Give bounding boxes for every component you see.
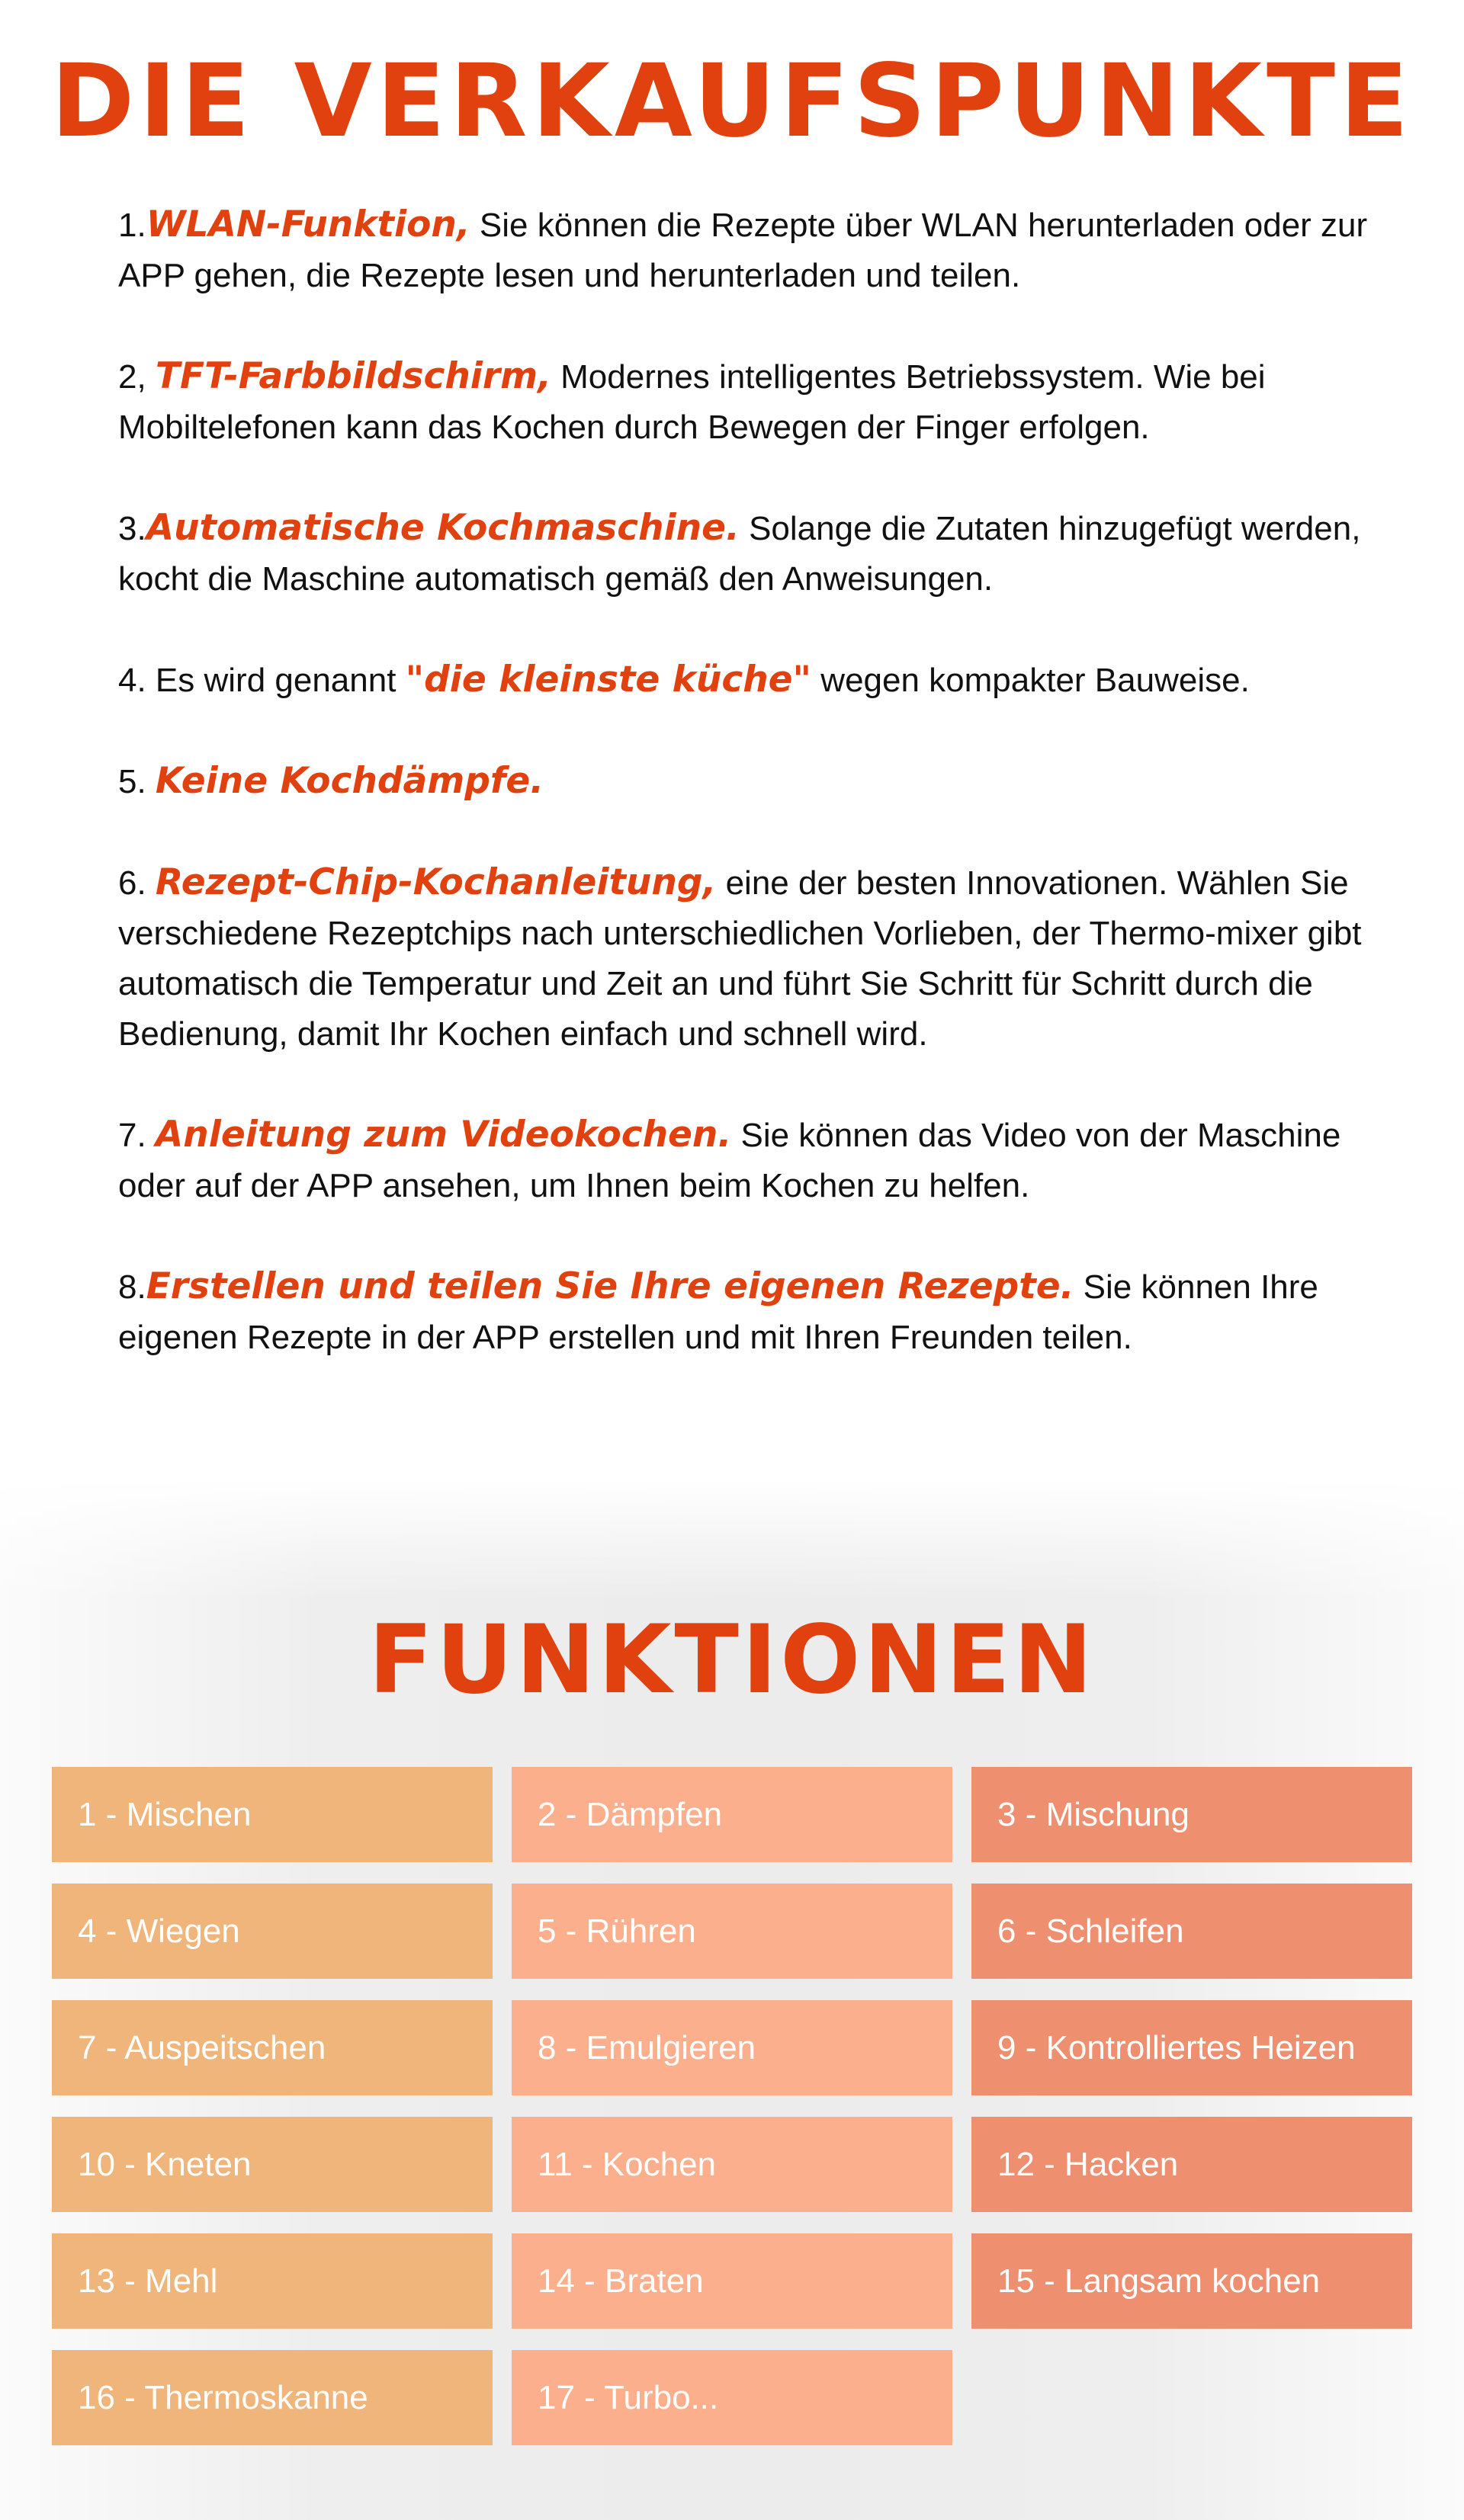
section-fade: [0, 1479, 1464, 1601]
function-tile-15: 15 - Langsam kochen: [971, 2233, 1412, 2329]
selling-point-highlight: Erstellen und teilen Sie Ihre eigenen Rezepte.: [146, 1265, 1074, 1307]
selling-point-7: [118, 1110, 1376, 1211]
selling-point-3: [118, 503, 1376, 604]
selling-point-prefix: 3.: [118, 510, 146, 547]
function-tile-8: 8 - Emulgieren: [512, 2000, 952, 2095]
function-tile-2: 2 - Dämpfen: [512, 1767, 952, 1862]
function-tile-4: 4 - Wiegen: [52, 1884, 493, 1979]
selling-points-list: [118, 200, 1376, 1413]
selling-point-6: [118, 858, 1376, 1060]
selling-point-text: Sie können das Video von der Maschine oder auf der APP ansehen, um Ihnen beim Kochen zu helfen.: [118, 1117, 1341, 1204]
function-tile-12: 12 - Hacken: [971, 2117, 1412, 2212]
function-tile-1: 1 - Mischen: [52, 1767, 493, 1862]
selling-point-text: Solange die Zutaten hinzugefügt werden, kocht die Maschine automatisch gemäß den Anweisungen.: [118, 510, 1361, 598]
selling-point-text: eine der besten Innovationen. Wählen Sie verschiedene Rezeptchips nach unterschiedlichen Vorlieben, der Thermo-mixer gibt automatisch die Temperatur und Zeit an und führt Sie Schritt für Schritt durch die Bedienung, damit Ihr Kochen einfach und schnell wird.: [118, 864, 1362, 1053]
selling-point-2: [118, 351, 1376, 453]
selling-points-title: DIE VERKAUFSPUNKTE: [50, 43, 1414, 160]
selling-point-8: [118, 1262, 1376, 1363]
selling-point-highlight: Automatische Kochmaschine.: [146, 507, 740, 549]
selling-point-4: [118, 655, 1376, 706]
function-tile-13: 13 - Mehl: [52, 2233, 493, 2329]
functions-title: FUNKTIONEN: [368, 1605, 1096, 1715]
function-tile-7: 7 - Auspeitschen: [52, 2000, 493, 2095]
function-tile-16: 16 - Thermoskanne: [52, 2350, 493, 2445]
function-tile-14: 14 - Braten: [512, 2233, 952, 2329]
selling-point-highlight: Anleitung zum Videokochen.: [155, 1114, 732, 1156]
selling-point-prefix: 8.: [118, 1268, 146, 1306]
functions-grid: [52, 1767, 1412, 2445]
selling-point-highlight: TFT-Farbbildschirm,: [155, 355, 551, 397]
selling-point-prefix: 2,: [118, 358, 156, 396]
selling-point-prefix: 5.: [118, 763, 156, 800]
selling-point-prefix: 1.: [118, 207, 146, 244]
selling-point-text: Sie können die Rezepte über WLAN herunterladen oder zur APP gehen, die Rezepte lesen und herunterladen und teilen.: [118, 207, 1368, 294]
selling-point-highlight: Keine Kochdämpfe.: [155, 760, 544, 802]
function-tile-3: 3 - Mischung: [971, 1767, 1412, 1862]
selling-point-highlight: "die kleinste küche": [405, 659, 812, 701]
function-tile-6: 6 - Schleifen: [971, 1884, 1412, 1979]
selling-point-5: [118, 756, 1376, 807]
selling-point-1: [118, 200, 1376, 301]
function-tile-17: 17 - Turbo...: [512, 2350, 952, 2445]
function-tile-9: 9 - Kontrolliertes Heizen: [971, 2000, 1412, 2095]
function-tile-5: 5 - Rühren: [512, 1884, 952, 1979]
selling-point-text: Modernes intelligentes Betriebssystem. Wie bei Mobiltelefonen kann das Kochen durch Bewegen der Finger erfolgen.: [118, 358, 1266, 446]
function-tile-10: 10 - Kneten: [52, 2117, 493, 2212]
selling-point-prefix: 6.: [118, 864, 156, 902]
selling-point-text: wegen kompakter Bauweise.: [811, 662, 1250, 699]
function-tile-11: 11 - Kochen: [512, 2117, 952, 2212]
selling-point-text: Sie können Ihre eigenen Rezepte in der APP erstellen und mit Ihren Freunden teilen.: [118, 1268, 1318, 1356]
selling-point-highlight: Rezept-Chip-Kochanleitung,: [155, 861, 717, 903]
selling-point-prefix: 7.: [118, 1117, 156, 1154]
selling-point-highlight: WLAN-Funktion,: [146, 204, 470, 245]
selling-point-prefix: 4. Es wird genannt: [118, 662, 406, 699]
